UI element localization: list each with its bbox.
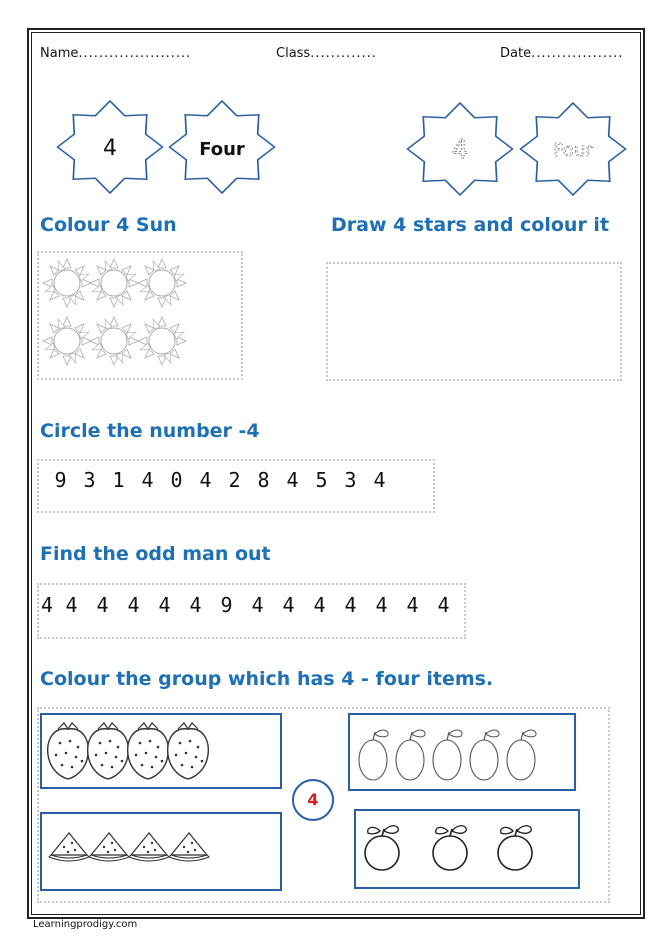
star-badge-4-text: Four — [553, 140, 593, 161]
footer-website: Learningprodigy.com — [33, 919, 138, 930]
strawberry-1 — [48, 723, 89, 779]
mango-2 — [396, 730, 425, 780]
watermelon-4 — [169, 833, 209, 861]
star-badge-2-text: Four — [199, 139, 245, 160]
mango-3 — [433, 730, 462, 780]
watermelon-1 — [49, 833, 89, 861]
name-label: Name — [40, 46, 79, 61]
title-colour-sun: Colour 4 Sun — [40, 214, 177, 236]
mango-4 — [470, 730, 499, 780]
odd-number-8[interactable]: 4 — [251, 593, 264, 617]
circle-number-2[interactable]: 3 — [83, 468, 96, 492]
watermelon-illustrations — [45, 825, 225, 875]
title-odd-man: Find the odd man out — [40, 543, 271, 565]
mango-5 — [507, 730, 536, 780]
circle-number-row — [46, 468, 394, 492]
sun-illustrations — [40, 253, 240, 373]
circle-number-7[interactable]: 2 — [228, 468, 241, 492]
odd-number-14[interactable]: 4 — [437, 593, 450, 617]
center-number-circle: 4 — [292, 779, 334, 821]
odd-number-2[interactable]: 4 — [65, 593, 78, 617]
sun-3[interactable] — [138, 259, 186, 307]
title-circle-number: Circle the number -4 — [40, 420, 260, 442]
class-dots: ............. — [310, 46, 377, 61]
title-colour-group: Colour the group which has 4 - four items. — [40, 668, 494, 690]
star-badges — [0, 0, 670, 220]
date-label: Date — [500, 46, 532, 61]
odd-number-10[interactable]: 4 — [313, 593, 326, 617]
circle-number-10[interactable]: 5 — [315, 468, 328, 492]
sun-4[interactable] — [43, 317, 91, 365]
circle-number-11[interactable]: 3 — [344, 468, 357, 492]
mango-1 — [359, 730, 388, 780]
circle-number-4[interactable]: 4 — [141, 468, 154, 492]
odd-number-7[interactable]: 9 — [220, 593, 233, 617]
title-draw-stars: Draw 4 stars and colour it — [331, 214, 610, 236]
name-dots: ...................... — [78, 46, 192, 61]
odd-number-5[interactable]: 4 — [158, 593, 171, 617]
circle-number-12[interactable]: 4 — [373, 468, 386, 492]
sun-6[interactable] — [138, 317, 186, 365]
orange-3 — [498, 826, 532, 870]
draw-stars-box[interactable] — [326, 262, 622, 381]
orange-illustrations — [360, 815, 560, 881]
strawberry-3 — [128, 723, 169, 779]
circle-number-3[interactable]: 1 — [112, 468, 125, 492]
sun-1[interactable] — [43, 259, 91, 307]
circle-number-5[interactable]: 0 — [170, 468, 183, 492]
star-badge-1-text: 4 — [103, 136, 117, 161]
odd-number-11[interactable]: 4 — [344, 593, 357, 617]
odd-number-1[interactable]: 4 — [40, 593, 54, 617]
watermelon-2 — [89, 833, 129, 861]
class-label: Class — [276, 46, 311, 61]
strawberry-2 — [88, 723, 129, 779]
odd-number-3[interactable]: 4 — [96, 593, 109, 617]
orange-1 — [365, 826, 399, 870]
sun-2[interactable] — [90, 259, 138, 307]
strawberry-illustrations — [46, 722, 226, 782]
orange-2 — [433, 826, 467, 870]
odd-man-row — [38, 593, 459, 617]
odd-number-13[interactable]: 4 — [406, 593, 419, 617]
odd-number-4[interactable]: 4 — [127, 593, 140, 617]
sun-5[interactable] — [90, 317, 138, 365]
star-badge-3-text: 4 — [451, 135, 469, 165]
odd-number-12[interactable]: 4 — [375, 593, 388, 617]
mango-illustrations — [355, 720, 555, 786]
odd-number-6[interactable]: 4 — [189, 593, 202, 617]
strawberry-4 — [168, 723, 209, 779]
date-dots: .................. — [531, 46, 624, 61]
circle-number-6[interactable]: 4 — [199, 468, 212, 492]
odd-number-9[interactable]: 4 — [282, 593, 295, 617]
circle-number-8[interactable]: 8 — [257, 468, 270, 492]
circle-number-9[interactable]: 4 — [286, 468, 299, 492]
circle-number-1[interactable]: 9 — [54, 468, 67, 492]
watermelon-3 — [129, 833, 169, 861]
